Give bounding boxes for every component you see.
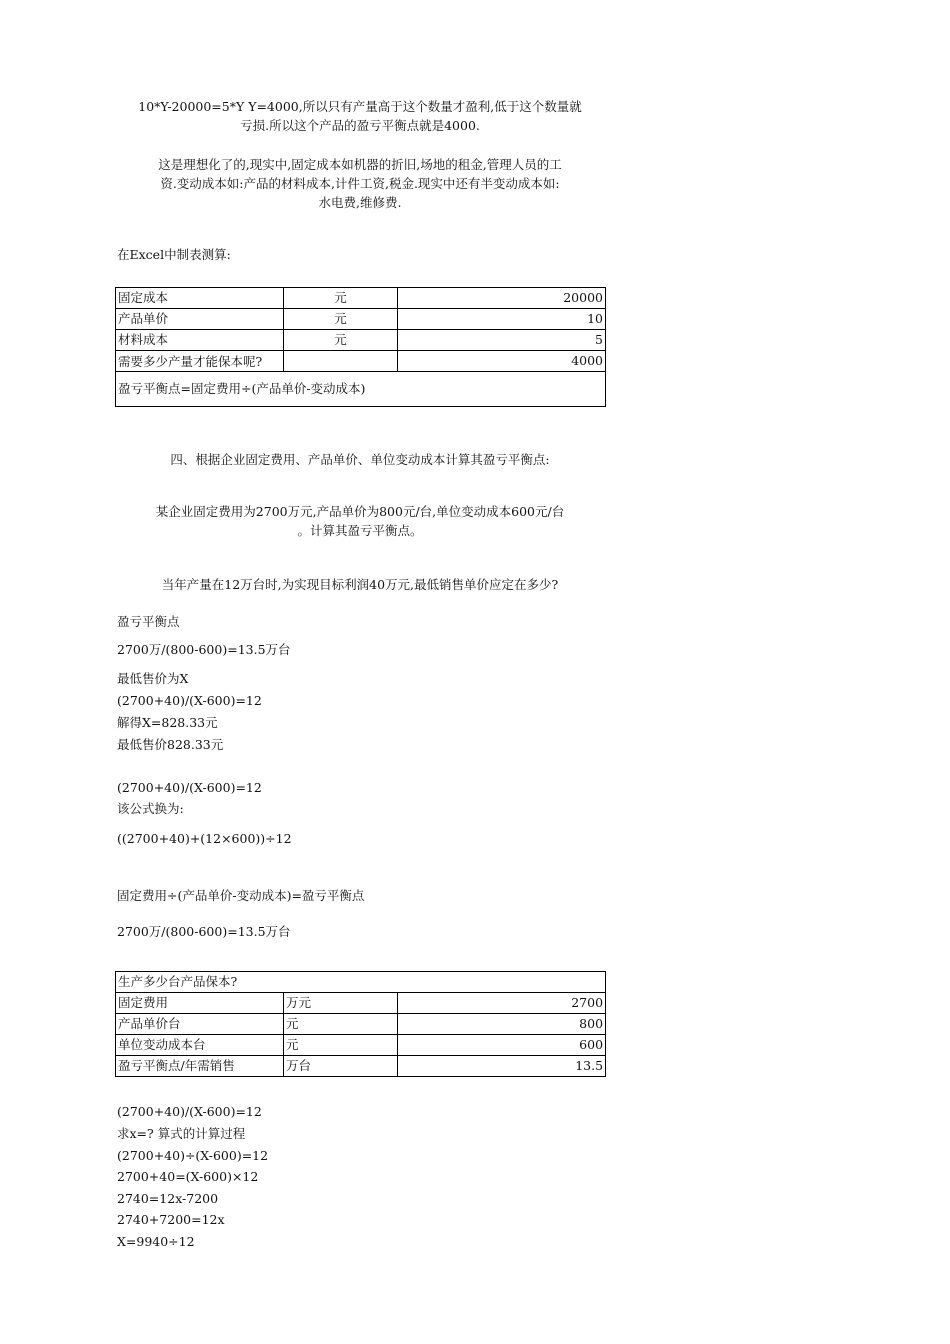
table-cell-label: 产品单价	[116, 309, 284, 330]
table-cell-unit	[284, 351, 398, 372]
table-cell-unit: 元	[284, 309, 398, 330]
calc3-result: 2700万/(800-600)=13.5万台	[117, 924, 291, 939]
table-cell-value: 600	[398, 1035, 606, 1056]
table-cell-unit: 元	[284, 1014, 398, 1035]
step-line: (2700+40)÷(X-600)=12	[117, 1148, 269, 1163]
table-cell-value: 2700	[398, 993, 606, 1014]
formula-cell: 盈亏平衡点=固定费用÷(产品单价-变动成本)	[116, 372, 606, 407]
table-cell-unit: 元	[284, 330, 398, 351]
calc2-converted: ((2700+40)+(12×600))÷12	[117, 831, 292, 846]
excel-note: 在Excel中制表测算:	[117, 247, 231, 262]
problem-line1: 某企业固定费用为2700万元,产品单价为800元/台,单位变动成本600元/台	[155, 504, 565, 519]
table-cell-label: 固定费用	[116, 993, 284, 1014]
breakeven-table	[115, 971, 606, 1077]
table-row	[116, 1014, 606, 1035]
intro-paragraph-1	[115, 97, 605, 135]
table-cell-unit: 万元	[284, 993, 398, 1014]
step-line: 2740=12x-7200	[117, 1191, 219, 1206]
table-cell-value: 13.5	[398, 1056, 606, 1077]
table-cell-value: 4000	[398, 351, 606, 372]
calc-result: 2700万/(800-600)=13.5万台	[117, 642, 291, 657]
calc2-convert-label: 该公式换为:	[117, 801, 184, 816]
table-row	[116, 330, 606, 351]
table-cell-label: 产品单价台	[116, 1014, 284, 1035]
intro-paragraph-2	[115, 155, 605, 212]
calc3-formula: 固定费用÷(产品单价-变动成本)=盈亏平衡点	[117, 888, 365, 903]
calc-line: 解得X=828.33元	[117, 715, 218, 730]
table-cell-value: 5	[398, 330, 606, 351]
step-line: 2740+7200=12x	[117, 1212, 225, 1227]
table-cell-label: 盈亏平衡点/年需销售	[116, 1056, 284, 1077]
calc-line: 最低售价为X	[117, 671, 189, 686]
table-row-formula	[116, 372, 606, 407]
calc-line: 最低售价828.33元	[117, 737, 224, 752]
table-cell-value: 20000	[398, 288, 606, 309]
table-cell-label: 材料成本	[116, 330, 284, 351]
question-text: 当年产量在12万台时,为实现目标利润40万元,最低销售单价应定在多少?	[161, 577, 559, 592]
calc2-formula: (2700+40)/(X-600)=12	[117, 780, 262, 795]
table-title: 生产多少台产品保本?	[116, 972, 606, 993]
table-cell-value: 800	[398, 1014, 606, 1035]
table-row	[116, 309, 606, 330]
table-row	[116, 351, 606, 372]
table-row	[116, 1056, 606, 1077]
table-row	[116, 1035, 606, 1056]
step-line: X=9940÷12	[117, 1234, 195, 1249]
table-cell-value: 10	[398, 309, 606, 330]
intro-para2-line2: 资.变动成本如:产品的材料成本,计件工资,税金.现实中还有半变动成本如:	[160, 176, 560, 191]
intro-para2-line3: 水电费,维修费.	[318, 195, 402, 210]
intro-para2-line1: 这是理想化了的,现实中,固定成本如机器的折旧,场地的租金,管理人员的工	[158, 157, 562, 172]
table-title-row	[116, 972, 606, 993]
table-cell-unit: 元	[284, 288, 398, 309]
table-cell-unit: 万台	[284, 1056, 398, 1077]
section-heading: 四、根据企业固定费用、产品单价、单位变动成本计算其盈亏平衡点:	[170, 452, 550, 467]
step-line: (2700+40)/(X-600)=12	[117, 1104, 262, 1119]
problem-line2: 。计算其盈亏平衡点。	[297, 523, 423, 538]
intro-para1-line2: 亏损.所以这个产品的盈亏平衡点就是4000.	[240, 118, 480, 133]
table-cell-label: 固定成本	[116, 288, 284, 309]
step-line: 求x=? 算式的计算过程	[117, 1126, 246, 1141]
table-row	[116, 993, 606, 1014]
table-cell-label: 单位变动成本台	[116, 1035, 284, 1056]
calc-label: 盈亏平衡点	[117, 614, 180, 629]
table-cell-label: 需要多少产量才能保本呢?	[116, 351, 284, 372]
cost-table	[115, 287, 606, 407]
table-row	[116, 288, 606, 309]
intro-para1-line1: 10*Y-20000=5*Y Y=4000,所以只有产量高于这个数量才盈利,低于这个数量就	[138, 99, 582, 114]
problem-statement	[115, 502, 605, 540]
calc-line: (2700+40)/(X-600)=12	[117, 693, 262, 708]
step-line: 2700+40=(X-600)×12	[117, 1169, 259, 1184]
table-cell-unit: 元	[284, 1035, 398, 1056]
